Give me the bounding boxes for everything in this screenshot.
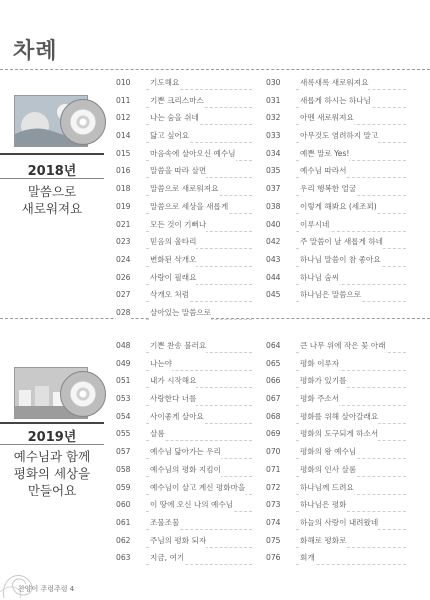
toc-entry [266,355,406,373]
song-title: 우리 행복한 얼굴 [300,180,356,198]
page-number: 049 [116,355,131,373]
page-number: 032 [266,109,281,127]
page-number: 042 [266,233,281,251]
song-title: 말씀으로 새로워져요 [150,180,218,198]
toc-entry [116,443,252,461]
page-number: 028 [116,304,131,322]
page-title: 차례 [13,39,58,64]
song-title: 하나님 말씀이 참 좋아요 [300,251,381,269]
toc-entry [116,496,252,514]
toc-entry [266,337,406,355]
toc-entry [116,461,252,479]
panel-divider [0,178,104,179]
page-number: 055 [116,425,131,443]
toc-entry [266,180,406,198]
toc-entry [266,479,406,497]
page-number: 048 [116,337,131,355]
page-number: 075 [266,532,281,550]
page-number: 070 [266,443,281,461]
song-title: 하나님은 평화 [300,496,346,514]
song-title: 새록새록 새로워져요 [300,74,368,92]
page-number: 037 [266,180,281,198]
song-title: 믿음의 울타리 [150,233,196,251]
page-number: 067 [266,390,281,408]
page-number: 072 [266,479,281,497]
page-number: 068 [266,408,281,426]
page-number: 061 [116,514,131,532]
song-title: 기도해요 [150,74,179,92]
toc-entry [116,514,252,532]
song-title: 살롬 [150,425,165,443]
page-number: 053 [116,390,131,408]
song-title: 예수님이 살고 계신 평화마을 [150,479,245,497]
page-number: 043 [266,251,281,269]
page-number: 010 [116,74,131,92]
song-title: 예수님의 평화 지킴이 [150,461,221,479]
song-title: 이루시네 [300,216,329,234]
toc-entry [116,532,252,550]
toc-entry [116,180,252,198]
song-title: 삭개오 처럼 [150,286,189,304]
song-title: 평화의 도구되게 하소서 [300,425,378,443]
song-title: 이 땅에 오신 나의 예수님 [150,496,233,514]
toc-entry [266,443,406,461]
toc-entry [266,549,406,567]
toc-entry [266,425,406,443]
toc-entry [266,233,406,251]
toc-entry [116,127,252,145]
song-title: 새롭게 하시는 하나님 [300,92,371,110]
song-title: 살아있는 말씀으로 [150,304,211,322]
song-title: 평화의 인사 살롬 [300,461,356,479]
section-subtitle: 말씀으로 새로워져요 [21,184,83,216]
page-number: 076 [266,549,281,567]
page-number: 021 [116,216,131,234]
toc-entry [116,390,252,408]
toc-entry [266,461,406,479]
song-title: 예쁜 말로 Yes! [300,145,349,163]
song-title: 평화 주소서 [300,390,339,408]
song-title: 나는 숨을 쉬네 [150,109,199,127]
song-title: 내가 시작해요 [150,372,196,390]
toc-entry [266,145,406,163]
song-title: 사이좋게 살아요 [150,408,204,426]
top-divider [0,69,430,70]
panel-divider [0,153,104,155]
toc-entry [266,198,406,216]
toc-column-right [266,74,406,304]
page-number: 058 [116,461,131,479]
toc-entry [116,74,252,92]
toc-entry [266,216,406,234]
song-title: 주 말씀이 날 새롭게 하네 [300,233,383,251]
song-title: 회개 [300,549,315,567]
toc-column-left [116,337,252,567]
song-title: 모든 것이 기뻐나 [150,216,206,234]
page-number: 026 [116,269,131,287]
toc-entry [266,496,406,514]
song-title: 화해로 평화로 [300,532,346,550]
section-subtitle: 예수님과 함께 평화의 세상을 만들어요 [13,449,91,498]
toc-column-right [266,337,406,567]
toc-entry [266,92,406,110]
toc-entry [116,372,252,390]
song-title: 변화된 삭개오 [150,251,196,269]
page-number: 071 [266,461,281,479]
song-title: 평화의 왕 예수님 [300,443,356,461]
page-number: 019 [116,198,131,216]
page-footer: 찬양이 주렁주렁 4 [18,585,75,593]
toc-entry [116,198,252,216]
song-title: 하나님은 말씀으로 [300,286,361,304]
toc-entry [116,286,252,304]
page-number: 065 [266,355,281,373]
song-title: 하나님께 드려요 [300,479,354,497]
toc-entry [266,251,406,269]
page-number: 031 [266,92,281,110]
toc-entry [116,251,252,269]
page-number: 069 [266,425,281,443]
toc-entry [266,390,406,408]
panel-divider [0,422,104,424]
page-number: 073 [266,496,281,514]
page-number: 016 [116,162,131,180]
page-number: 023 [116,233,131,251]
page-number: 024 [116,251,131,269]
toc-entry [116,109,252,127]
song-title: 큰 나무 위에 작은 꽃 아래 [300,337,385,355]
toc-entry [266,269,406,287]
song-title: 예수님 닮아가는 우리 [150,443,221,461]
toc-entry [266,514,406,532]
song-title: 기쁜 크리스마스 [150,92,204,110]
song-title: 사랑이 필래요 [150,269,196,287]
cd-disc-icon [60,99,106,145]
page-number: 018 [116,180,131,198]
toc-entry [116,216,252,234]
page-number: 066 [266,372,281,390]
song-title: 이렇게 해봐요 (세조꾀) [300,198,377,216]
toc-entry [266,127,406,145]
panel-divider [0,444,104,445]
page-number: 060 [116,496,131,514]
page-number: 011 [116,92,131,110]
song-title: 조물조물 [150,514,179,532]
toc-entry [266,408,406,426]
toc-entry [116,233,252,251]
section-year: 2018년 [27,164,77,179]
toc-entry [266,109,406,127]
toc-entry [116,269,252,287]
toc-entry [116,162,252,180]
song-title: 평화를 위해 살아갈래요 [300,408,378,426]
toc-entry [116,408,252,426]
song-title: 닮고 싶어요 [150,127,189,145]
page-number: 038 [266,198,281,216]
toc-entry [266,74,406,92]
toc-entry [116,355,252,373]
song-title: 평화가 있기를 [300,372,346,390]
toc-entry [116,304,252,322]
song-title: 기쁜 찬송 불러요 [150,337,206,355]
song-title: 지금, 여기 [150,549,184,567]
page-number: 027 [116,286,131,304]
page-number: 014 [116,127,131,145]
song-title: 아멘 새로워져요 [300,109,354,127]
song-title: 하늘의 사랑이 내려왔네 [300,514,378,532]
toc-entry [116,479,252,497]
song-title: 주님의 평화 되자 [150,532,206,550]
page-number: 064 [266,337,281,355]
cd-disc-icon [60,371,106,417]
page-number: 044 [266,269,281,287]
song-title: 나는야 [150,355,172,373]
page-number: 054 [116,408,131,426]
toc-entry [116,145,252,163]
song-title: 하나님 숨씨 [300,269,339,287]
toc-entry [266,532,406,550]
song-title: 마음속에 살아오신 예수님 [150,145,236,163]
song-title: 말씀을 따라 살면 [150,162,206,180]
song-title: 아무것도 염려하지 말고 [300,127,378,145]
toc-entry [116,425,252,443]
page-number: 057 [116,443,131,461]
section-year: 2019년 [27,430,77,445]
song-title: 말씀으로 세상을 새롭게 [150,198,228,216]
page-number: 059 [116,479,131,497]
page-number: 034 [266,145,281,163]
toc-entry [266,286,406,304]
page-number: 040 [266,216,281,234]
page-number: 033 [266,127,281,145]
page-number: 012 [116,109,131,127]
page-number: 030 [266,74,281,92]
toc-column-left [116,74,252,322]
page-number: 051 [116,372,131,390]
toc-entry [116,92,252,110]
page-number: 062 [116,532,131,550]
page-number: 035 [266,162,281,180]
toc-entry [266,372,406,390]
toc-entry [116,337,252,355]
page-number: 045 [266,286,281,304]
page-number: 063 [116,549,131,567]
toc-entry [266,162,406,180]
song-title: 사랑한다 너를 [150,390,196,408]
page-number: 015 [116,145,131,163]
page-number: 074 [266,514,281,532]
song-title: 평화 이루자 [300,355,339,373]
song-title: 예수님 따라서 [300,162,346,180]
toc-entry [116,549,252,567]
